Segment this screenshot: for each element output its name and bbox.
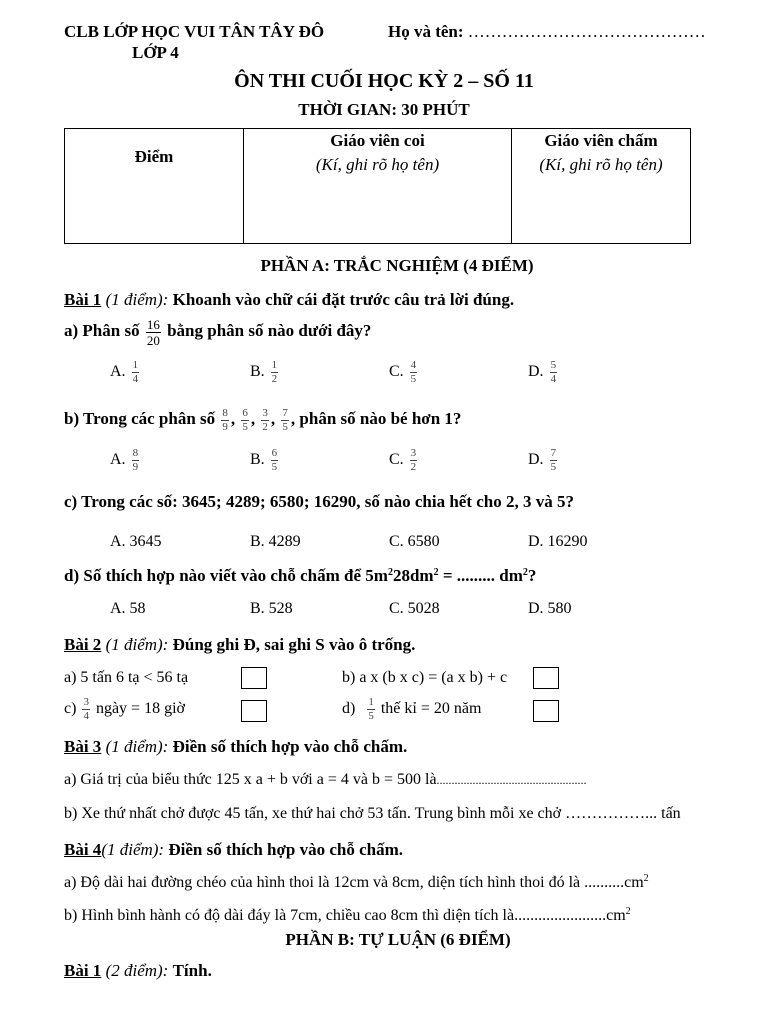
frac-den: 4 xyxy=(132,373,139,385)
frac-den: 9 xyxy=(222,420,228,433)
part-b-bai1-heading xyxy=(64,962,212,979)
bai2-statement-a: a) 5 tấn 6 tạ < 56 tạ xyxy=(64,669,189,686)
frac-num: 3 xyxy=(83,695,89,708)
bai2-label: Bài 2 xyxy=(64,635,102,654)
option-fraction xyxy=(410,360,418,385)
answer-box-b[interactable] xyxy=(533,667,559,689)
qa-prefix: a) Phân số xyxy=(64,321,140,340)
option-fraction xyxy=(410,448,418,473)
bai1-label: Bài 1 xyxy=(64,290,102,309)
proctor-sub: (Kí, ghi rõ họ tên) xyxy=(315,155,440,174)
qd-text-3: = ......... dm xyxy=(438,566,523,585)
bai3-a-text: a) Giá trị của biểu thức 125 x a + b với a = 4 và b = 500 là xyxy=(64,771,437,788)
qd-option-b[interactable]: B. 528 xyxy=(250,600,293,617)
score-label: Điểm xyxy=(134,147,174,166)
qb-suffix: , phân số nào bé hơn 1? xyxy=(290,409,462,428)
qb-option-b[interactable] xyxy=(250,448,280,473)
qd-option-c[interactable]: C. 5028 xyxy=(389,600,440,617)
option-fraction xyxy=(550,360,558,385)
qc-option-b[interactable]: B. 4289 xyxy=(250,533,301,550)
proctor-title: Giáo viên coi xyxy=(330,131,425,150)
qb-fraction-2 xyxy=(241,408,249,433)
option-letter: D. xyxy=(528,451,544,469)
bai3-label: Bài 3 xyxy=(64,737,102,756)
frac-num: 6 xyxy=(242,406,248,419)
option-letter: A. xyxy=(110,363,126,381)
frac-den: 2 xyxy=(262,420,268,433)
frac-num: 3 xyxy=(410,447,417,459)
bai2-instruction: Đúng ghi Đ, sai ghi S vào ô trống. xyxy=(172,635,416,654)
c-suffix: ngày = 18 giờ xyxy=(95,700,185,717)
student-name-line[interactable] xyxy=(388,23,706,40)
c-fraction xyxy=(82,697,90,722)
bai4-a-text: a) Độ dài hai đường chéo của hình thoi là 12cm và 8cm, diện tích hình thoi đó là ..........cm xyxy=(64,874,644,891)
option-letter: A. xyxy=(110,451,126,469)
frac-num: 5 xyxy=(550,359,557,371)
bai2-points: (1 điểm): xyxy=(105,635,169,654)
qd-text-2: 28dm xyxy=(392,566,434,585)
frac-den: 4 xyxy=(550,373,557,385)
bai3-question-a xyxy=(64,772,587,788)
c-prefix: c) xyxy=(64,700,77,717)
frac-num: 3 xyxy=(262,406,268,419)
qb-fraction-3 xyxy=(261,408,269,433)
part-b-bai1-instruction: Tính. xyxy=(172,961,212,980)
d-fraction xyxy=(367,697,375,722)
frac-num: 1 xyxy=(132,359,139,371)
bai3-a-dots[interactable]: .................................................. xyxy=(436,773,587,787)
frac-den: 4 xyxy=(83,709,89,722)
frac-den: 5 xyxy=(410,373,417,385)
grader-cell[interactable] xyxy=(512,129,691,244)
qd-option-a[interactable]: A. 58 xyxy=(110,600,146,617)
qd-text-1: d) Số thích hợp nào viết vào chỗ chấm để 5m xyxy=(64,566,388,585)
qb-option-c[interactable] xyxy=(389,448,419,473)
frac-den: 5 xyxy=(282,420,288,433)
frac-num: 8 xyxy=(132,447,139,459)
bai1-points: (1 điểm): xyxy=(105,290,169,309)
question-a xyxy=(64,314,371,348)
club-name: CLB LỚP HỌC VUI TÂN TÂY ĐÔ xyxy=(64,22,325,41)
frac-den: 9 xyxy=(132,461,139,473)
qa-option-c[interactable] xyxy=(389,360,419,385)
frac-den: 5 xyxy=(271,461,278,473)
option-fraction xyxy=(271,360,279,385)
qb-fraction-4 xyxy=(281,408,289,433)
qb-fraction-1 xyxy=(221,408,229,433)
question-b: b) Trong các phân số $\frac{8}{9}$ , $\frac{6}{5}$ , $\frac{3}{2}$ , $\frac{7}{5}$ , phân số nào bé hơn 1? xyxy=(64,406,462,433)
name-label: Họ và tên: xyxy=(388,22,464,41)
qb-prefix: b) Trong các phân số xyxy=(64,409,216,428)
frac-den: 2 xyxy=(271,373,278,385)
bai4-b-text: b) Hình bình hành có độ dài đáy là 7cm, chiều cao 8cm thì diện tích là.......................cm xyxy=(64,907,626,924)
frac-num: 4 xyxy=(410,359,417,371)
bai2-statement-c xyxy=(64,694,185,724)
qa-option-d[interactable] xyxy=(528,360,559,385)
qa-option-a[interactable] xyxy=(110,360,141,385)
option-fraction xyxy=(132,448,140,473)
option-fraction xyxy=(132,360,140,385)
bai4-b-sup: 2 xyxy=(625,906,631,917)
qc-option-c[interactable]: C. 6580 xyxy=(389,533,440,550)
frac-den: 5 xyxy=(550,461,557,473)
frac-num: 7 xyxy=(282,406,288,419)
question-c: c) Trong các số: 3645; 4289; 6580; 16290, số nào chia hết cho 2, 3 và 5? xyxy=(64,492,574,511)
part-a-heading: PHẦN A: TRẮC NGHIỆM (4 ĐIỂM) xyxy=(260,256,534,275)
frac-num: 1 xyxy=(368,695,374,708)
bai4-label: Bài 4 xyxy=(64,840,102,859)
grader-title: Giáo viên chấm xyxy=(544,131,658,150)
option-fraction xyxy=(550,448,558,473)
bai4-heading xyxy=(64,841,403,858)
qd-option-d[interactable]: D. 580 xyxy=(528,600,572,617)
grade-label: LỚP 4 xyxy=(132,43,179,62)
score-cell[interactable] xyxy=(65,129,244,244)
qa-frac-den: 20 xyxy=(146,332,160,348)
bai1-instruction: Khoanh vào chữ cái đặt trước câu trả lời đúng. xyxy=(172,290,515,309)
answer-box-c[interactable] xyxy=(241,700,267,722)
qa-option-b[interactable] xyxy=(250,360,280,385)
grader-sub: (Kí, ghi rõ họ tên) xyxy=(539,155,663,174)
qd-text-4: ? xyxy=(527,566,537,585)
qd-sup-2: 2 xyxy=(433,567,439,578)
qb-option-a[interactable] xyxy=(110,448,141,473)
qc-option-d[interactable]: D. 16290 xyxy=(528,533,588,550)
frac-den: 5 xyxy=(368,709,374,722)
frac-num: 7 xyxy=(550,447,557,459)
bai3-points: (1 điểm): xyxy=(105,737,169,756)
qc-option-a[interactable]: A. 3645 xyxy=(110,533,162,550)
score-table xyxy=(64,128,691,244)
bai3-question-b: b) Xe thứ nhất chở được 45 tấn, xe thứ hai chở 53 tấn. Trung bình mỗi xe chở ……………... tấn xyxy=(64,805,681,822)
qd-sup-1: 2 xyxy=(387,567,393,578)
bai2-statement-b: b) a x (b x c) = (a x b) + c xyxy=(342,669,508,686)
bai4-a-sup: 2 xyxy=(643,873,649,884)
question-d xyxy=(64,567,536,584)
frac-num: 6 xyxy=(271,447,278,459)
option-letter: C. xyxy=(389,363,404,381)
option-letter: B. xyxy=(250,451,265,469)
bai4-points: (1 điểm): xyxy=(101,840,165,859)
qa-frac-num: 16 xyxy=(146,316,160,332)
exam-time: THỜI GIAN: 30 PHÚT xyxy=(298,100,470,119)
qb-option-d[interactable] xyxy=(528,448,559,473)
bai4-question-a xyxy=(64,875,649,891)
qa-suffix: bằng phân số nào dưới đây? xyxy=(167,321,372,340)
option-fraction xyxy=(271,448,279,473)
qa-fraction xyxy=(146,318,161,347)
bai4-instruction: Điền số thích hợp vào chỗ chấm. xyxy=(168,840,404,859)
answer-box-d[interactable] xyxy=(533,700,559,722)
option-letter: C. xyxy=(389,451,404,469)
part-b-bai1-points: (2 điểm): xyxy=(105,961,169,980)
frac-num: 8 xyxy=(222,406,228,419)
bai2-statement-d xyxy=(342,694,481,724)
bai4-question-b xyxy=(64,908,631,924)
frac-den: 5 xyxy=(242,420,248,433)
frac-den: 2 xyxy=(410,461,417,473)
d-suffix: thế kỉ = 20 năm xyxy=(380,700,482,717)
option-letter: D. xyxy=(528,363,544,381)
qd-sup-3: 2 xyxy=(522,567,528,578)
bai3-instruction: Điền số thích hợp vào chỗ chấm. xyxy=(172,737,408,756)
bai2-heading xyxy=(64,636,415,653)
frac-num: 1 xyxy=(271,359,278,371)
name-dots: …………………………………… xyxy=(467,22,706,41)
bai3-heading xyxy=(64,738,407,755)
part-b-heading: PHẦN B: TỰ LUẬN (6 ĐIỂM) xyxy=(285,930,511,949)
d-prefix: d) xyxy=(342,700,356,717)
part-b-bai1-label: Bài 1 xyxy=(64,961,102,980)
exam-title: ÔN THI CUỐI HỌC KỲ 2 – SỐ 11 xyxy=(234,70,534,92)
option-letter: B. xyxy=(250,363,265,381)
proctor-cell[interactable] xyxy=(244,129,512,244)
bai1-heading xyxy=(64,291,514,308)
answer-box-a[interactable] xyxy=(241,667,267,689)
